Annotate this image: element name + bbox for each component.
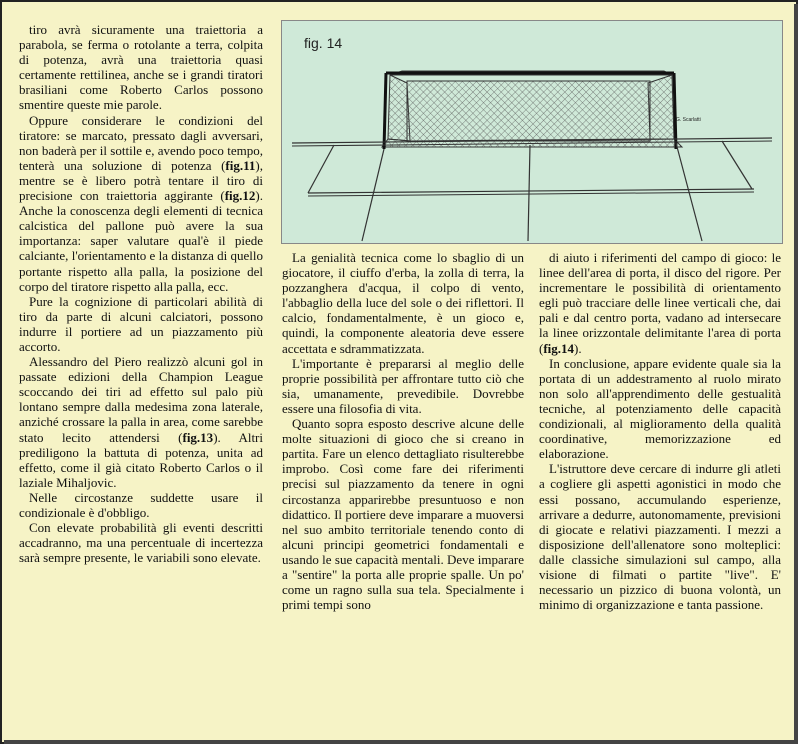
text-column-left [19,22,263,565]
page-shadow-right [794,4,798,744]
reference-line-right [676,143,702,241]
goal-post-left [384,73,386,149]
paragraph: Quanto sopra esposto descrive alcune delle molte situazioni di gioco che si creano in partita. Fare un elenco dettagliato risulterebbe improbo. Così come fare dei riferimenti precisi sul piazzamento da tenere in ogni circostanza apparirebbe presuntuoso e non didattico. Il portiere deve imparare a muoversi nel suo ambito territoriale tenendo conto di alcuni principi geometrici fondamentali e usando le sue capacità mentali. Deve imparare a "sentire" la porta alle proprie spalle. Un po' come un ragno sulla sua tela. Specialmente i primi tempi sono [282,416,524,613]
paragraph: Nelle circostanze suddette usare il condizionale è d'obbligo. [19,489,263,520]
reference-line-center [528,145,530,241]
paragraph: di aiuto i riferimenti del campo di gioco: le linee dell'area di porta, il disco del rigore. Per incrementare le possibilità di orientamento egli può tracciare delle linee verticali che, dai pali e dal centro porta, vadano ad intersecare la linee orizzontale delimitante l'area di porta (fig.14). [539,250,781,356]
text-column-middle [282,250,524,612]
goal-illustration [282,21,782,243]
paragraph: L'istruttore deve cercare di indurre gli atleti a cogliere gli aspetti agonistici in modo che essi possano, accumulando esperienze, arrivare a dedurre, autonomamente, previsioni di giocate e relativi piazzamenti. I mezzi a disposizione dell'allenatore sono molteplici: dalle classiche simulazioni sul campo, alla visione di filmati o partite "live". E' necessario un pizzico di buona volontà, un minimo di organizzazione e tanta passione. [539,461,781,613]
figure-label: fig. 14 [304,35,343,51]
paragraph: tiro avrà sicuramente una traiettoria a parabola, se ferma o rotolante a terra, colpita di potenza, avrà una traiettoria quasi certamente rettilinea, anche se i grandi tiratori brasiliani come Roberto Carlos possono smentire queste mie parole. [19,22,263,113]
paragraph: Con elevate probabilità gli eventi descritti accadranno, ma una percentuale di incertezza sarà sempre presente, le variabili sono elevate. [19,520,263,566]
text-column-right [539,250,781,612]
paragraph: L'importante è prepararsi al meglio delle proprie possibilità per affrontare tutto ciò che sia, umanamente, prevedibile. Dovrebbe essere una filosofia di vita. [282,355,524,416]
paragraph: Pure la cognizione di particolari abilità di tiro da parte di alcuni calciatori, possono indurre il portiere ad un piazzamento più accorto. [19,293,263,354]
paragraph: Alessandro del Piero realizzò alcuni gol in passate edizioni della Champion League scoccando dei tiri ad effetto sul palo più lontano sempre dalla medesima zona laterale, anziché crossare la palla in area, come sarebbe stato lecito attendersi (fig.13). Altri prediligono la battuta di potenza, unita ad effetto, come il già citato Roberto Carlos o il laziale Mihaljovic. [19,354,263,490]
figure-reference: fig.12 [224,188,256,204]
figure-reference: fig.14 [543,340,575,356]
page-shadow-bottom [4,740,798,744]
figure-reference: fig.13 [182,429,214,445]
figure-goal-diagram [281,20,783,244]
paragraph: Oppure considerare le condizioni del tiratore: se marcato, pressato dagli avversari, non baderà per il sottile e, avendo poco tempo, tenterà una soluzione di potenza (fig.11), mentre se è libero potrà tentare il tiro di precisione con traiettoria aggirante (fig.12). Anche la conoscenza degli elementi di tecnica calcistica del pallone può avere la sua importanza: saper valutare qual'è il piede calciante, l'orientamento e la distanza di quello portante rispetto alla palla, la posizione del corpo del tiratore rispetto alla palla, ecc. [19,112,263,294]
paragraph: La genialità tecnica come lo sbaglio di un giocatore, il ciuffo d'erba, la zolla di terra, la pozzanghera d'acqua, il colpo di vento, l'abbaglio della luce del sole o dei riflettori. Il calcio, fondamentalmente, è un gioco e, quindi, la componente aleatoria deve essere accettata e sdrammatizzata. [282,250,524,356]
goal-post-right [674,73,676,149]
figure-reference: fig.11 [225,157,256,173]
paragraph: In conclusione, appare evidente quale sia la portata di un addestramento al ruolo mirato non solo all'apprendimento delle gestualità tecniche, al potenziamento delle capacità condizionali, al miglioramento della qualità coordinative, memorizzazione ed elaborazione. [539,355,781,462]
illustrator-signature: G. Scarlatti [676,117,701,123]
